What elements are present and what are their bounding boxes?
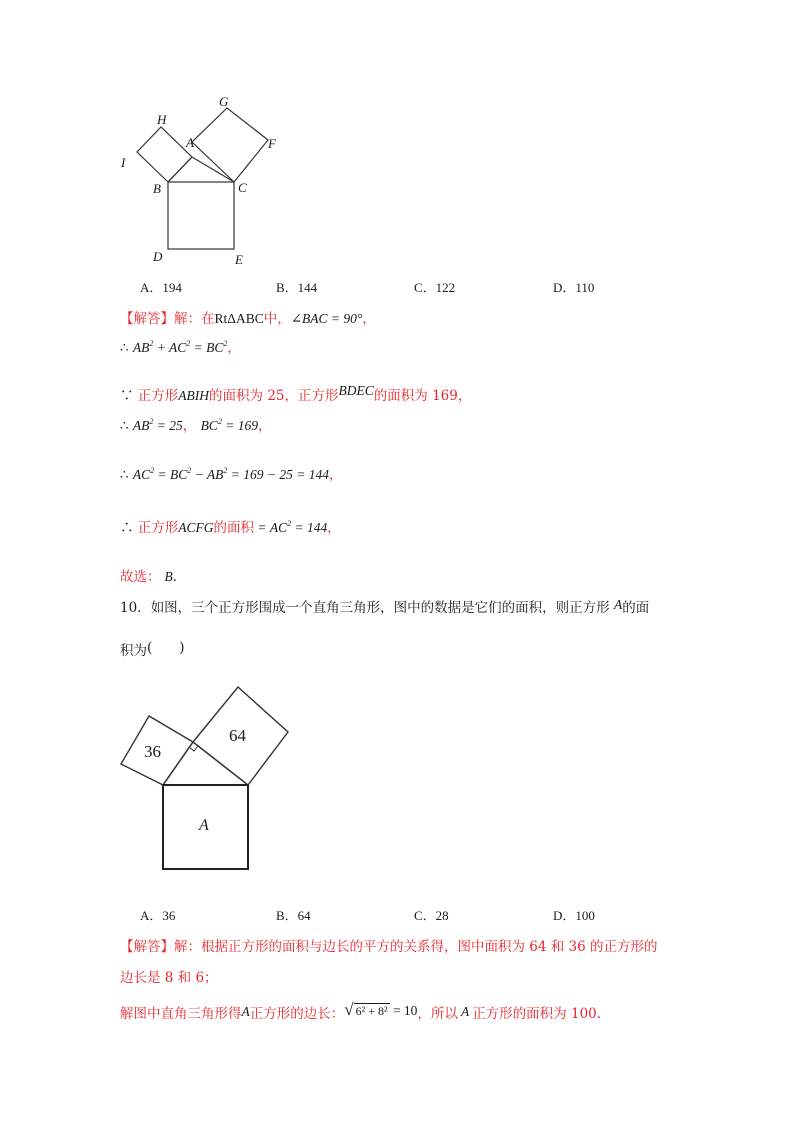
label-i: I (121, 155, 126, 170)
q9-solution-line4 (120, 414, 271, 434)
figure-pythagoras-abc (110, 90, 300, 275)
q10-option-d: D．100 (553, 908, 595, 923)
q10-option-a: A．36 (140, 908, 176, 923)
label-e: E (235, 252, 243, 267)
text: 正方形 (137, 388, 179, 404)
sqrt-expression (344, 1000, 417, 1020)
zhong-text: 中， (263, 311, 291, 327)
comma: ， (327, 520, 341, 536)
period: ． (172, 569, 187, 585)
triangle-label: ΔABC (227, 311, 264, 326)
q9-option-b: B．144 (276, 280, 318, 295)
text: 的面积为 169， (373, 388, 472, 404)
question-stem-tail: 的面 (622, 600, 650, 616)
label-h: H (157, 112, 167, 127)
solution-text: 边长是 8 和 6； (120, 970, 218, 986)
square-bdec (168, 182, 234, 249)
q9-solution-line1 (120, 307, 376, 327)
square-acfg (192, 108, 268, 182)
ac-squared-result: = $AC^2 = 144$ (254, 519, 328, 535)
solution-text: ，所以 (417, 1006, 458, 1022)
triangle-side-left (163, 742, 193, 785)
question-stem-line2: 积为 (120, 643, 147, 659)
answer-label: 故选： (120, 569, 161, 585)
answer-blank: ( ) (147, 640, 185, 656)
q10-solution-line1 (120, 935, 658, 955)
therefore-symbol: ∴ (120, 467, 129, 483)
square-name-abih: ABIH (178, 388, 210, 403)
square-name-acfg: ACFG (178, 520, 214, 535)
solution-tag: 【解答】 (120, 311, 174, 327)
q10-option-c: C．28 (414, 908, 449, 923)
variable-a: A (460, 1004, 470, 1019)
square-abih (137, 127, 192, 182)
bc-squared: $BC^2 = 169$ (200, 417, 258, 433)
solution-text: 正方形的面积为 100. (472, 1006, 602, 1022)
square-name-bdec: BDEC (338, 383, 374, 398)
rt-label: Rt (214, 311, 228, 326)
q10-option-b: B．64 (276, 908, 311, 923)
sqrt-value: = 10 (389, 1003, 418, 1018)
solution-tag: 【解答】 (120, 939, 174, 955)
label-a-square: A (199, 817, 209, 834)
question-stem: 如图，三个正方形围成一个直角三角形，图中的数据是它们的面积，则正方形 (150, 600, 610, 616)
segment-ab (168, 157, 192, 182)
therefore-symbol: ∴ (120, 418, 129, 434)
solution-text: 解：根据正方形的面积与边长的平方的关系得，图中面积为 64 和 36 的正方形的 (174, 939, 658, 955)
sqrt-sign: √ (344, 1000, 354, 1019)
ab-squared: $AB^2 = 25$ (132, 417, 183, 433)
question-number: 10． (120, 600, 151, 616)
q9-option-d: D．110 (553, 280, 595, 295)
q9-solution-line6 (120, 516, 341, 536)
variable-a: A (241, 1004, 250, 1019)
because-symbol: ∵ (120, 388, 134, 404)
comma: ， (227, 340, 241, 356)
label-f: F (268, 136, 276, 151)
solution-text: 解图中直角三角形得 (120, 1006, 242, 1022)
comma: ， (182, 418, 197, 434)
q9-solution-line3 (120, 384, 471, 404)
therefore-symbol: ∴ (120, 340, 129, 356)
label-64: 64 (229, 726, 246, 745)
q9-option-c: C．122 (414, 280, 456, 295)
sqrt-radicand: 6² + 8² (355, 1004, 388, 1018)
therefore-symbol: ∴ (120, 520, 134, 536)
label-d: D (153, 249, 163, 264)
equation-pythag: $AB^2 + AC^2 = BC^2$ (132, 339, 228, 355)
figure-three-squares (110, 680, 310, 880)
label-36: 36 (144, 742, 161, 761)
q9-option-a: A．194 (140, 280, 182, 295)
q10-solution-line3 (120, 1002, 601, 1023)
solution-intro: 解：在 (174, 311, 215, 327)
label-g: G (219, 94, 229, 109)
label-a: A (186, 135, 194, 150)
q9-solution-line5 (120, 463, 342, 483)
q9-solution-line2 (120, 336, 241, 356)
comma: ， (328, 467, 343, 483)
text: 正方形 (137, 520, 179, 536)
segment-ac (192, 157, 234, 182)
q10-stem-line2 (120, 639, 185, 659)
solution-text: 正方形的边长： (249, 1006, 345, 1022)
text: 的面积 (213, 520, 255, 536)
angle-expr: ∠BAC = 90° (290, 311, 363, 326)
label-b: B (153, 181, 161, 196)
ac-squared-calc: $AC^2 = BC^2 - AB^2 = 169 - 25 = 144$ (132, 466, 329, 482)
label-c: C (238, 180, 247, 195)
comma: ， (362, 311, 376, 327)
stem-variable: A (613, 597, 623, 612)
text: 的面积为 25，正方形 (209, 388, 339, 404)
comma: ， (257, 418, 272, 434)
answer-letter: B (164, 569, 173, 584)
q9-answer (120, 565, 186, 585)
q10-stem-line1 (120, 596, 649, 616)
q10-solution-line2 (120, 966, 218, 986)
triangle-side-right (193, 742, 248, 785)
